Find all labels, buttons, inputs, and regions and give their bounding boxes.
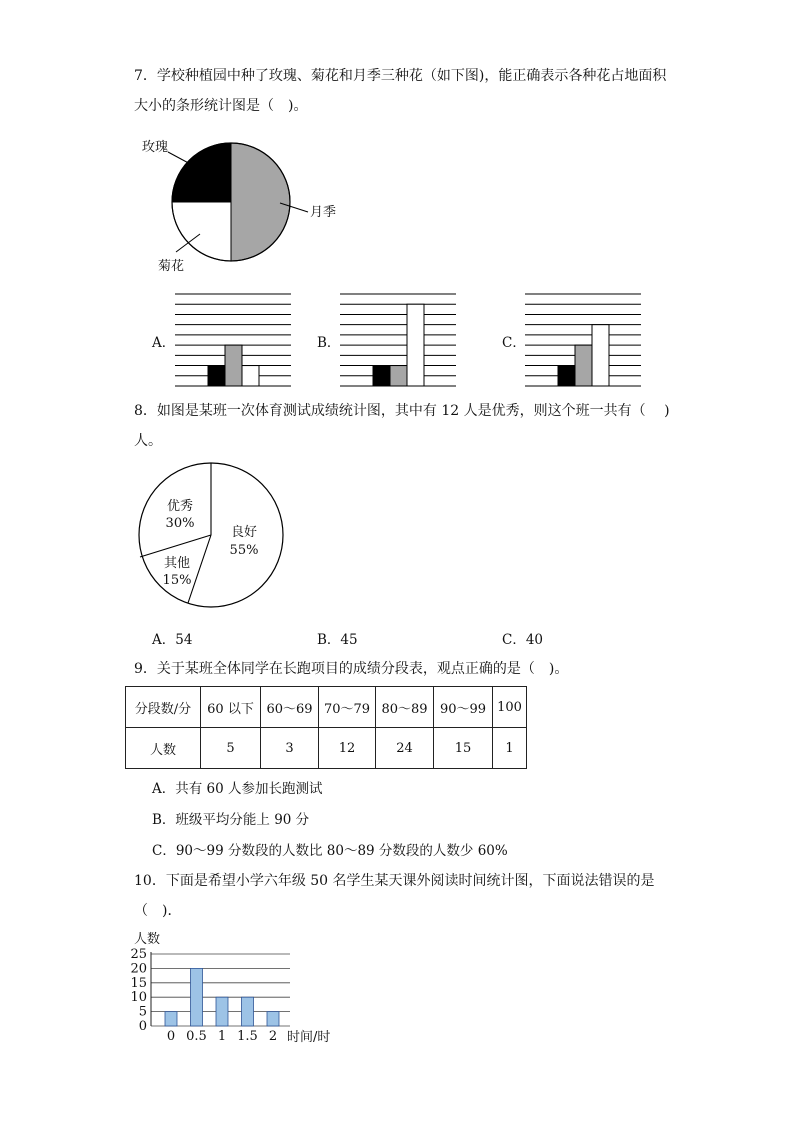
slice-percent-other: 15%	[162, 573, 192, 588]
q7-pie-chart	[130, 130, 360, 280]
q7-option-c-label: C．	[502, 335, 526, 351]
x-tick-label: 0.5	[186, 1029, 207, 1044]
question-7-line-1: 7．学校种植园中种了玫瑰、菊花和月季三种花（如下图)，能正确表示各种花占地面积	[134, 68, 667, 84]
question-8-line-1: 8．如图是某班一次体育测试成绩统计图，其中有 12 人是优秀，则这个班一共有（ )	[134, 403, 670, 419]
option-bar	[592, 325, 609, 386]
question-9	[134, 654, 694, 684]
q7-option-a-chart[interactable]	[175, 291, 291, 389]
y-tick-label: 15	[130, 975, 147, 991]
option-bar	[407, 304, 424, 386]
question-8	[134, 396, 694, 456]
y-axis-label: 人数	[134, 932, 161, 947]
question-7-line-2: 大小的条形统计图是（ )。	[134, 98, 308, 114]
x-tick-label: 2	[268, 1029, 278, 1044]
x-tick-label: 0	[166, 1029, 176, 1044]
data-bar	[242, 997, 254, 1026]
table-header-cell: 70～79	[319, 687, 376, 728]
slice-name-excellent: 优秀	[166, 499, 194, 514]
y-tick-label: 0	[138, 1019, 147, 1034]
pie-slice-chinese-rose	[231, 143, 290, 261]
q7-option-b-chart[interactable]	[340, 291, 456, 389]
question-10	[134, 866, 694, 926]
q10-bar-chart	[120, 928, 350, 1048]
table-header-cell: 分段数/分	[126, 687, 201, 728]
q8-option-b[interactable]: B．45	[317, 632, 358, 648]
pie-slice-chrysanthemum	[172, 202, 231, 261]
slice-name-other: 其他	[163, 556, 191, 571]
slice-name-good: 良好	[230, 525, 258, 540]
table-header-row	[126, 687, 527, 728]
table-cell: 15	[434, 728, 493, 769]
table-header-cell: 90～99	[434, 687, 493, 728]
data-bar	[191, 968, 203, 1026]
slice-percent-excellent: 30%	[165, 516, 195, 531]
table-row	[126, 728, 527, 769]
x-tick-label: 1	[217, 1029, 227, 1044]
q7-option-c-chart[interactable]	[525, 291, 641, 389]
data-bar	[165, 1012, 177, 1026]
q7-option-a-label: A．	[152, 335, 176, 351]
table-header-cell: 100	[493, 687, 527, 728]
table-cell: 人数	[126, 728, 201, 769]
question-8-line-2: 人。	[134, 433, 162, 449]
data-bar	[267, 1012, 279, 1026]
pie-slice-rose	[172, 143, 231, 202]
y-tick-label: 5	[138, 1004, 147, 1020]
pie-label-chrysanthemum: 菊花	[158, 259, 185, 274]
table-cell: 24	[376, 728, 434, 769]
y-tick-label: 20	[130, 961, 147, 977]
q8-pie-chart	[134, 458, 294, 614]
option-bar	[242, 366, 259, 386]
table-cell: 3	[261, 728, 319, 769]
table-cell: 12	[319, 728, 376, 769]
q8-option-a[interactable]: A．54	[152, 632, 193, 648]
q8-option-c[interactable]: C．40	[502, 632, 544, 648]
table-cell: 1	[493, 728, 527, 769]
q9-option-a[interactable]: A．共有 60 人参加长跑测试	[152, 781, 323, 797]
pie-label-rose: 玫瑰	[142, 140, 169, 155]
slice-percent-good: 55%	[229, 543, 259, 558]
option-bar	[373, 366, 390, 386]
q7-option-b-label: B．	[317, 335, 341, 351]
table-header-cell: 60 以下	[201, 687, 261, 728]
option-bar	[225, 345, 242, 386]
option-bar	[390, 366, 407, 386]
x-tick-label: 1.5	[237, 1029, 258, 1044]
question-7	[134, 61, 694, 121]
pie-label-chinese-rose: 月季	[310, 205, 337, 220]
score-table	[125, 686, 527, 769]
x-axis-label: 时间/时	[287, 1030, 331, 1045]
data-bar	[216, 997, 228, 1026]
table-cell: 5	[201, 728, 261, 769]
y-tick-label: 10	[130, 990, 147, 1006]
table-header-cell: 80～89	[376, 687, 434, 728]
question-10-line-2: （ )．	[134, 903, 182, 919]
question-9-line-1: 9．关于某班全体同学在长跑项目的成绩分段表，观点正确的是（ )。	[134, 661, 569, 677]
q9-option-c[interactable]: C．90～99 分数段的人数比 80～89 分数段的人数少 60%	[152, 843, 508, 859]
option-bar	[575, 345, 592, 386]
question-10-line-1: 10．下面是希望小学六年级 50 名学生某天课外阅读时间统计图，下面说法错误的是	[134, 873, 655, 889]
q9-option-b[interactable]: B．班级平均分能上 90 分	[152, 812, 310, 828]
option-bar	[208, 366, 225, 386]
option-bar	[558, 366, 575, 386]
y-tick-label: 25	[130, 947, 147, 962]
table-header-cell: 60～69	[261, 687, 319, 728]
